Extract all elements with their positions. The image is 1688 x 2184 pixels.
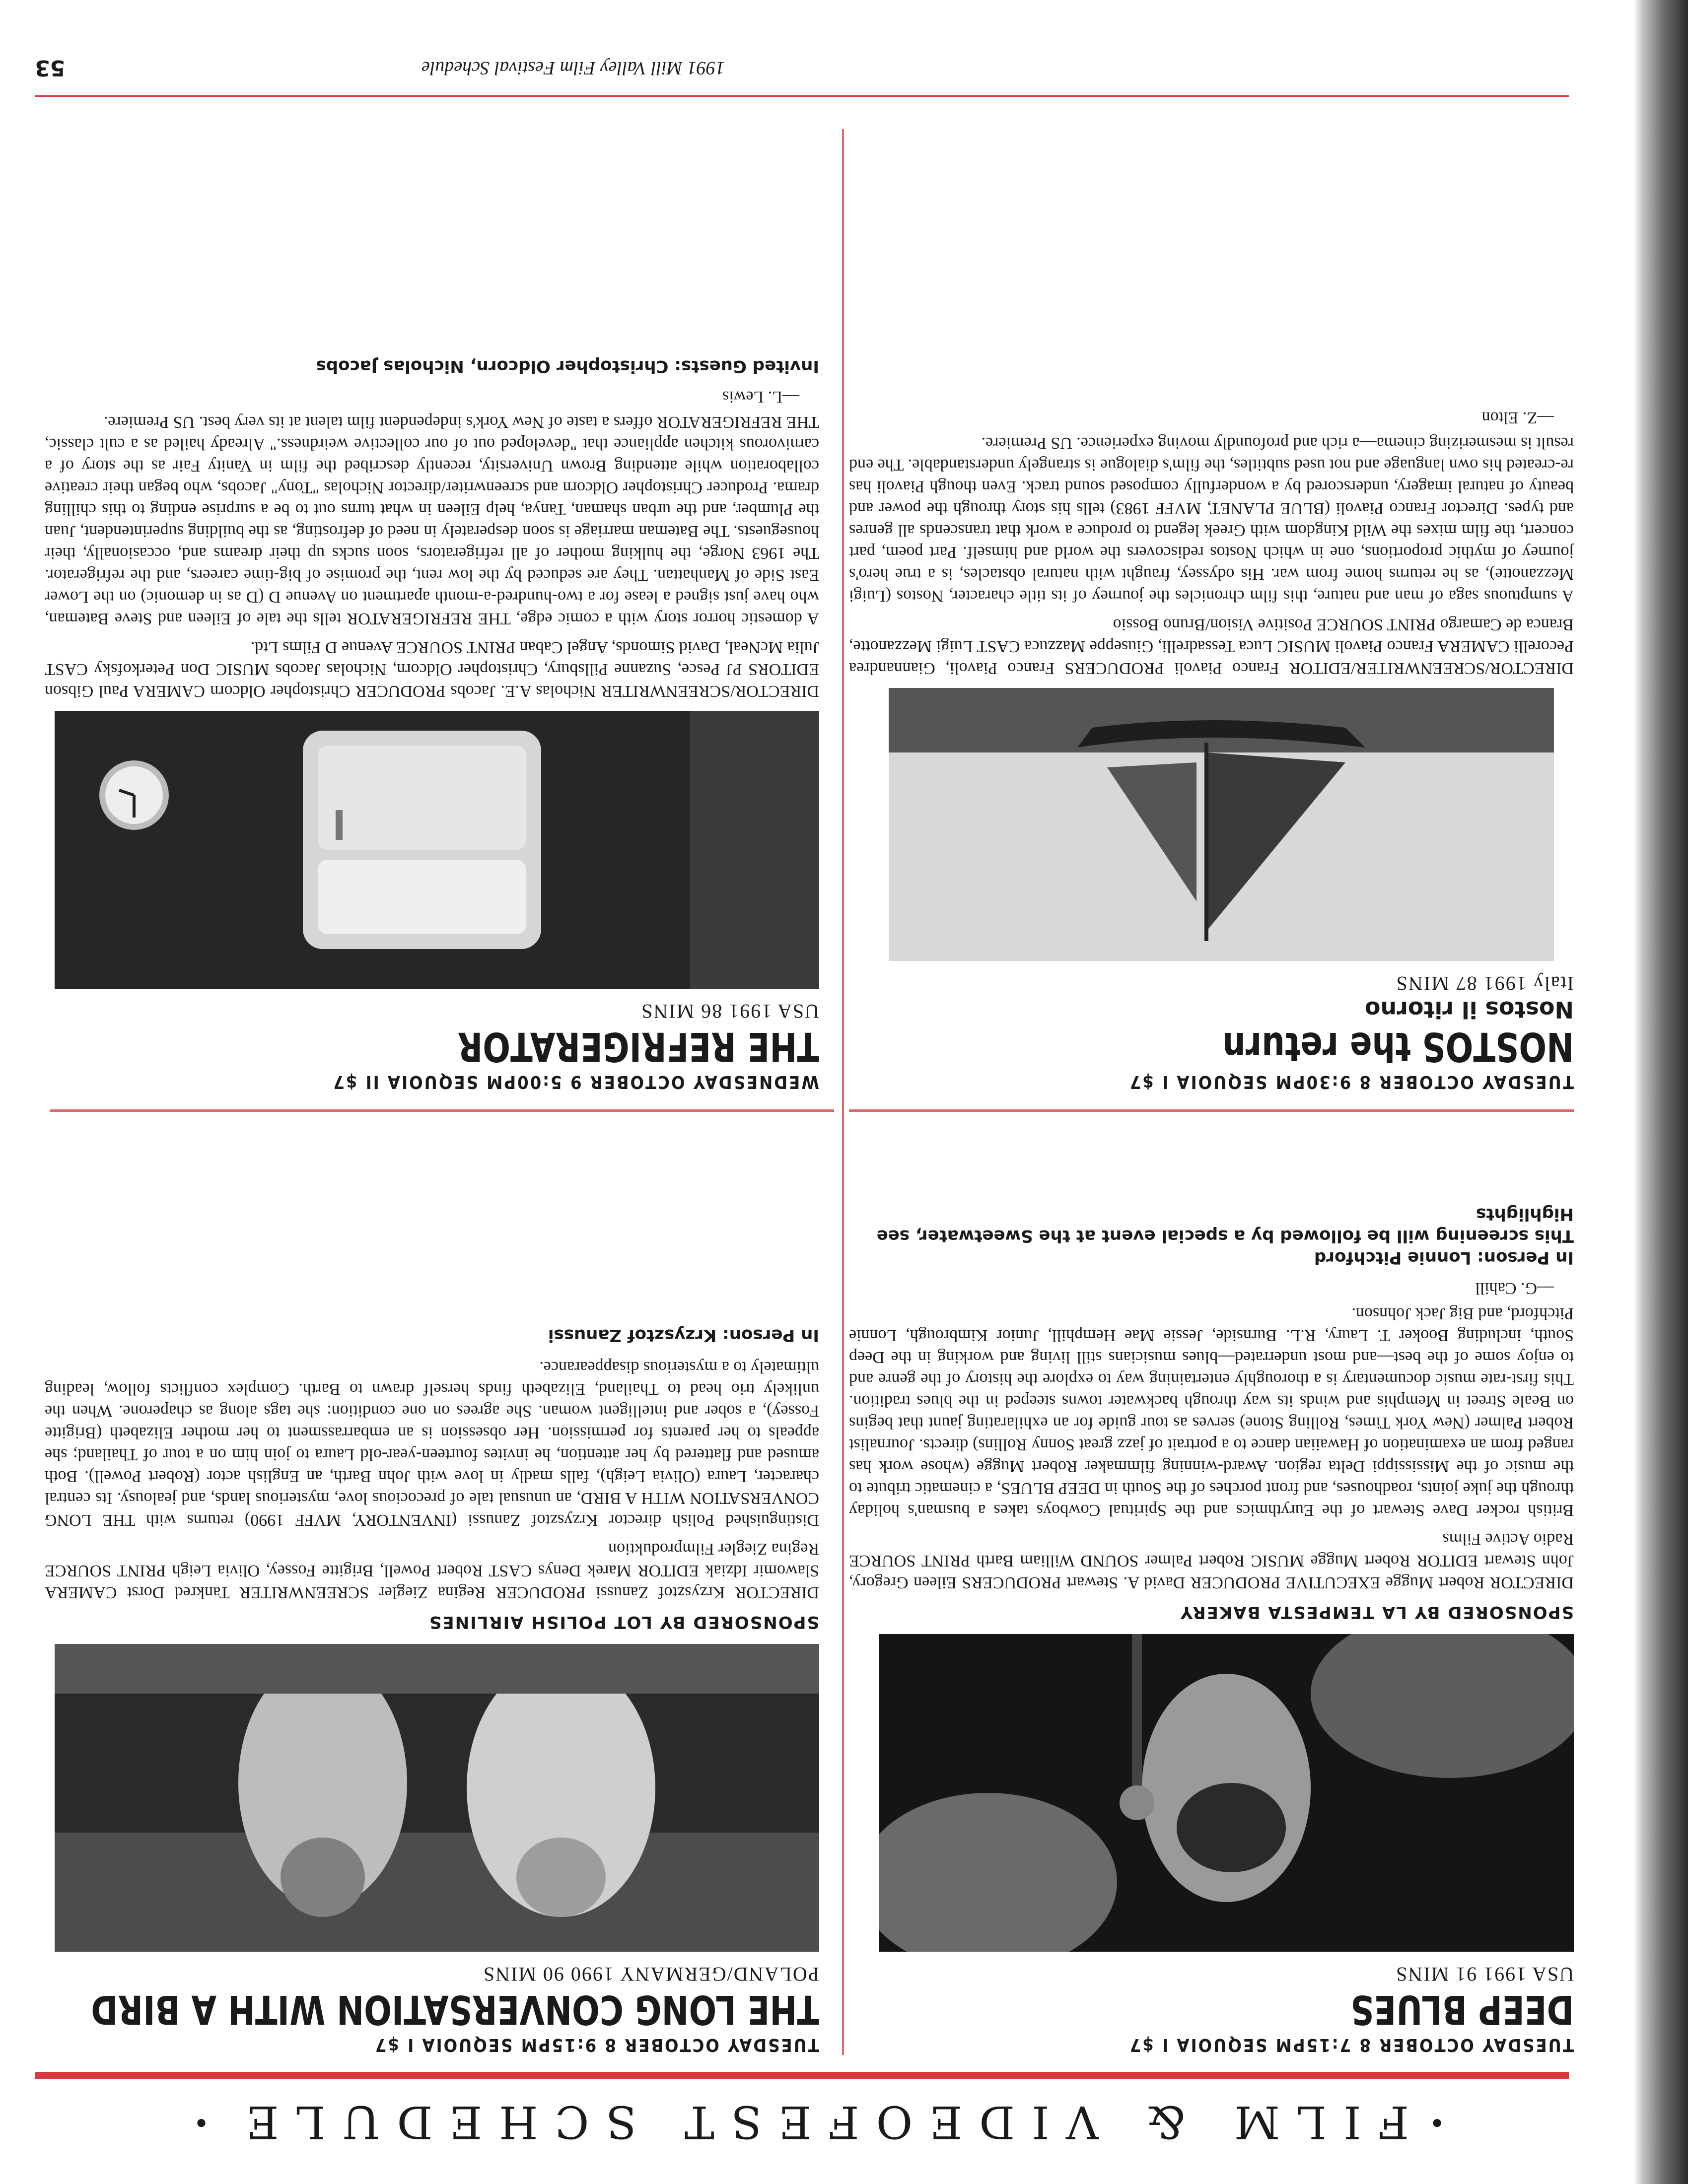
listing-credits: DIRECTOR/SCREENWRITER Nicholas A.E. Jacobs PRODUCER Christopher Oldcorn CAMERA Paul Gibson EDITORS PJ Pesce, Suzanne Pillsbury, Christopher Oldcorn, Nicholas Jacobs MUSIC Don Peterkofsky CAST Julia McNeal, David Simonds, Angel Caban PRINT SOURCE Avenue D Films Ltd.	[45, 638, 819, 700]
film-still	[55, 1644, 819, 1952]
still-image	[55, 1644, 819, 1952]
listing-deep-blues	[849, 1203, 1574, 2055]
still-image	[55, 711, 819, 989]
listing-schedule: TUESDAY OCTOBER 8 7:15PM SEQUOIA I $7	[1128, 2035, 1574, 2055]
listing-sponsor: SPONSORED BY LA TEMPESTA BAKERY	[1179, 1602, 1574, 1622]
binding-shadow	[1633, 0, 1688, 2184]
listing-in-person: Invited Guests: Christopher Oldcorn, Nicholas Jacobs	[316, 356, 819, 376]
listing-synopsis: A sumptuous saga of man and nature, this film chronicles the journey of its title character, Nostos (Luigi Mezzanotte), as he returns home from war. His odyssey, fraught with natural obstacles, is a true hero's journey of mythic proportions, one in which Nostos rediscovers the world and himself. Part poem, part concert, the film mixes the Wild Kingdom with Greek legend to produce a work that transcends all genres and types. Director Franco Piavoli (BLUE PLANET, MVFF 1983) tells his story through the power and beauty of natural imagery, underscored by a wonderfully composed sound track. Even though Piavoli has re-created his own language and not used subtitles, the film's dialogue is strangely understandable. The end result is mesmerizing cinema—a rich and profoundly moving experience. US Premiere.	[849, 434, 1574, 605]
listing-schedule: TUESDAY OCTOBER 8 9:30PM SEQUOIA I $7	[1128, 1072, 1574, 1092]
listing-synopsis: Distinguished Polish director Krzysztof Zanussi (INVENTORY, MVFF 1990) returns with THE LONG CONVERSATION WITH A BIRD, an unusual tale of precocious love, mysterious lands, and jealousy. Its central character, Laura (Olivia Leigh), falls madly in love with John Barth, an English actor (Robert Powell). Both amused and flattered by her attention, he invites fourteen-year-old Laura to join him on a tour of Thailand; she appeals to her parents for permission. Her obsession is an embarrassment to her mother Elizabeth (Brigitte Fossey), a sober and intelligent woman. She agrees on one condition: she tags along as chaperone. When the unlikely trio head to Thailand, Elizabeth finds herself drawn to Barth. Complex conflicts follow, leading ultimately to a mysterious disappearance.	[45, 1358, 819, 1529]
listing-meta: POLAND/GERMANY 1990 90 MINS	[482, 1963, 819, 1985]
banner-title: FILM & VIDEOFEST SCHEDULE	[229, 2096, 1409, 2148]
row-divider-left	[849, 1109, 1574, 1112]
film-still	[879, 1634, 1574, 1952]
banner-dot-right: •	[193, 2106, 210, 2138]
footer-rule	[35, 95, 1569, 97]
still-image	[879, 1634, 1574, 1952]
listing-schedule: TUESDAY OCTOBER 8 9:15PM SEQUOIA I $7	[373, 2035, 819, 2055]
listing-meta: Italy 1991 87 MINS	[1395, 972, 1574, 995]
listing-credits: DIRECTOR Krzysztof Zanussi PRODUCER Regina Ziegler SCREENWRITER Tankred Dorst CAMERA Slawomir Idziak EDITOR Marek Denys CAST Robert Powell, Brigitte Fossey, Olivia Leigh PRINT SOURCE Regina Ziegler Filmproduktion	[45, 1540, 819, 1602]
page-footer	[35, 51, 1569, 85]
row-divider-right	[50, 1109, 834, 1112]
banner-dot-left: •	[1429, 2106, 1446, 2138]
listing-in-person: In Person: Lonnie Pitchford	[1314, 1248, 1574, 1268]
listing-note: This screening will be followed by a special event at the Sweetwater, see Highlights	[876, 1204, 1574, 1246]
listing-meta: USA 1991 86 MINS	[640, 1000, 819, 1023]
column-divider	[842, 129, 844, 2055]
listing-refrigerator	[45, 355, 819, 1092]
film-still	[55, 711, 819, 989]
listing-reviewer: —G. Cahill	[1475, 1279, 1554, 1297]
listing-nostos	[849, 408, 1574, 1092]
listing-reviewer: —L. Lewis	[722, 388, 799, 406]
section-banner	[74, 2095, 1564, 2149]
listing-credits: DIRECTOR/SCREENWRITER/EDITOR Franco Piavoli PRODUCERS Franco Piavoli, Giannandrea Pecorelli CAMERA Franco Piavoli MUSIC Luca Tessadrelli, Giuseppe Mazzuca CAST Luigi Mezzanotte, Branca de Camargo PRINT SOURCE Positive Vision/Bruno Bossio	[849, 615, 1574, 678]
listing-synopsis: A domestic horror story with a comic edge, THE REFRIGERATOR tells the tale of Eileen and Steve Bateman, who have just signed a lease for a two-hundred-a-month apartment on Avenue D (D as in demonic) on the Lower East Side of Manhattan. They are seduced by the low rent, the promise of big-time careers, and the refrigerator. The 1963 Norge, the hulking mother of all refrigerators, soon sucks up their dreams and, occasionally, their houseguests. The Bateman marriage is soon desperately in need of defrosting, as the building superintendent, Juan the Plumber, and the urban shaman, Tanya, help Eileen in what turns out to be a surprise ending to this chilling drama. Producer Christopher Oldcorn and screenwriter/director Nicholas "Tony" Jacobs, who began their creative collaboration while attending Brown University, recently described the film in Vanity Fair as the story of a carnivorous kitchen appliance that "developed out of our collective weirdness." Already hailed as a cult classic, THE REFRIGERATOR offers a taste of New York's independent film talent at its very best. US Premiere.	[45, 413, 819, 628]
page-number: 53	[35, 55, 66, 81]
listing-meta: USA 1991 91 MINS	[1395, 1963, 1574, 1985]
banner-rule	[35, 2072, 1569, 2079]
footer-title: 1991 Mill Valley Film Festival Schedule	[421, 58, 725, 78]
listing-title: THE REFRIGERATOR	[457, 1024, 819, 1070]
listing-in-person: In Person: Krzysztof Zanussi	[548, 1325, 819, 1345]
listing-title: NOSTOS the return	[1222, 1024, 1574, 1070]
listing-title: THE LONG CONVERSATION WITH A BIRD	[91, 1986, 819, 2033]
listing-credits: DIRECTOR Robert Mugge EXECUTIVE PRODUCER David A. Stewart PRODUCERS Eileen Gregory, John Stewart EDITOR Robert Mugge MUSIC Robert Palmer SOUND William Barth PRINT SOURCE Radio Active Films	[849, 1530, 1574, 1592]
listing-schedule: WEDNESDAY OCTOBER 9 5:00PM SEQUOIA II $7	[332, 1072, 819, 1092]
film-still	[889, 688, 1554, 961]
listing-long-conversation	[45, 1324, 819, 2055]
listing-sponsor: SPONSORED BY LOT POLISH AIRLINES	[428, 1612, 819, 1632]
listing-synopsis: British rocker Dave Stewart of the Eurythmics and the Spiritual Cowboys takes a busman's holiday through the juke joints, roadhouses, and front porches of the South in DEEP BLUES, a cinematic tribute to the music of the Mississippi Delta region. Award-winning filmmaker Robert Mugge (whose work has ranged from an examination of Hawaiian dance to a portrait of jazz great Sonny Rollins) directs. Journalist Robert Palmer (New York Times, Rolling Stone) serves as tour guide for an exhilarating jaunt that begins on Beale Street in Memphis and winds its way through backwater towns steeped in the blues tradition. This first-rate music documentary is a thoroughly entertaining way to explore the history of the genre and to enjoy some of the best—and most underrated—blues musicians still living and working in the Deep South, including Booker T. Laury, R.L. Burnside, Jessie Mae Hemphill, Junior Kimbrough, Lonnie Pitchford, and Big Jack Johnson.	[849, 1304, 1574, 1519]
listing-title: DEEP BLUES	[1350, 1986, 1574, 2033]
listing-subtitle: Nostos il ritorno	[1364, 996, 1574, 1023]
still-image	[889, 688, 1554, 961]
listing-reviewer: —Z. Elton	[1481, 409, 1554, 427]
